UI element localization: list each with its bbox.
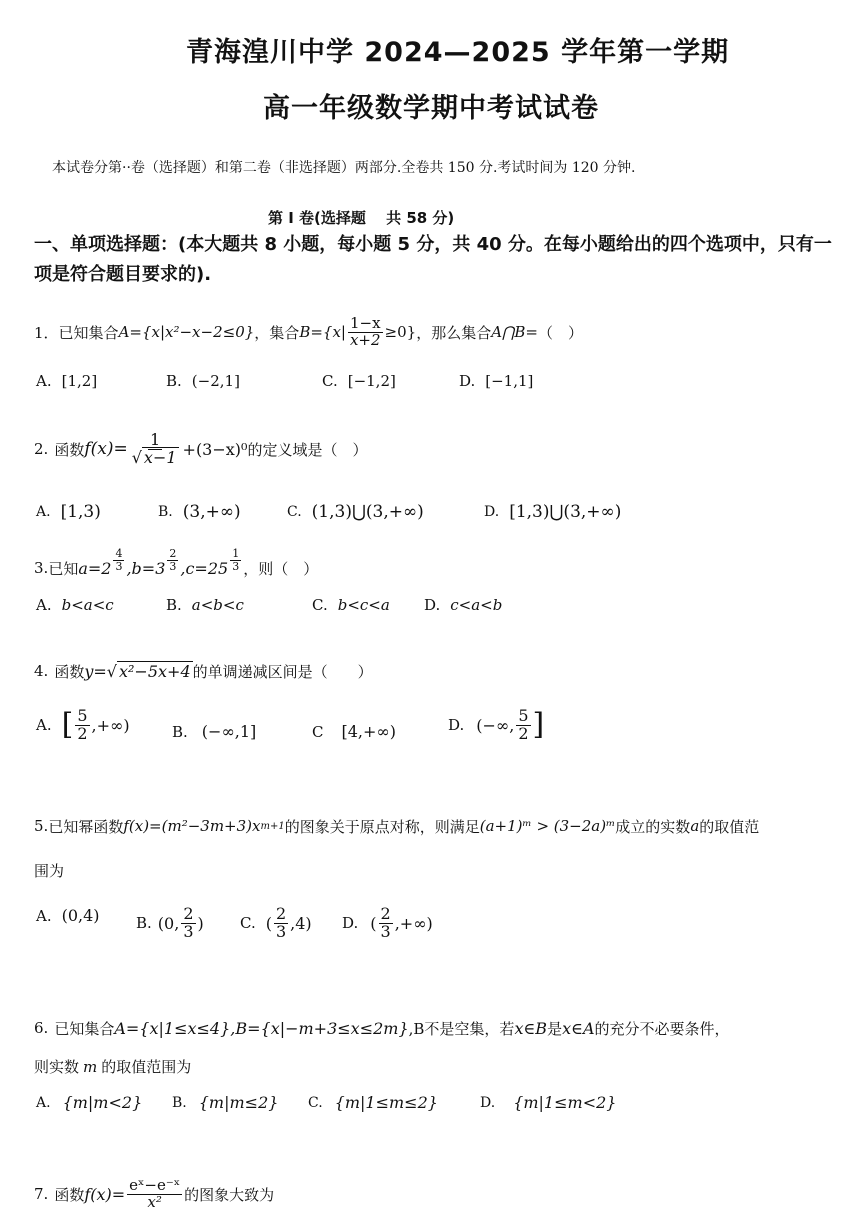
- q6-option-c: C. {m|1≤m≤2}: [308, 1093, 438, 1112]
- exam-title-line2: 高一年级数学期中考试试卷: [263, 93, 599, 124]
- q4-option-b: B. (−∞,1]: [172, 722, 257, 741]
- question-3: [34, 548, 318, 588]
- q1-set-b-post: ≥0}: [384, 323, 417, 341]
- q3-number: 3.: [34, 559, 49, 577]
- q2-option-b: B. (3,+∞): [158, 502, 241, 522]
- section-heading: 第 I 卷(选择题 共 58 分): [268, 209, 455, 227]
- q3-a-base: a=2: [78, 558, 112, 578]
- q2-stem-b: 的定义域是（ ）: [247, 440, 368, 459]
- q4-stem-a: 函数: [54, 662, 85, 681]
- q6-number: 6.: [34, 1019, 49, 1037]
- q5-option-a: A. (0,4): [36, 906, 100, 925]
- q7-stem-b: 的图象大致为: [184, 1185, 275, 1204]
- q3-a-exponent: $\frac{4}{3}$: [115, 547, 123, 573]
- q3-c-exponent: $\frac{1}{3}$: [232, 547, 240, 573]
- q5-line2: 围为: [34, 862, 65, 880]
- q5-option-d: D. ( $\frac{2}{3}$ ,+∞): [342, 904, 433, 941]
- q5-function-exponent: m+1: [260, 820, 285, 832]
- exam-intro: 本试卷分第··卷（选择题）和第二卷（非选择题）两部分.全卷共 150 分.考试时间为 120 分钟.: [52, 160, 636, 176]
- q5-stem-a: 已知幂函数: [48, 817, 124, 836]
- q1-stem-a: 已知集合: [58, 323, 119, 342]
- section-instructions: 一、单项选择题：(本大题共 8 小题，每小题 5 分，共 40 分。在每小题给出的四个选项中，只有一项是符合题目要求的).: [34, 234, 832, 285]
- question-2: [34, 424, 367, 474]
- q1-set-b-pre: B={x|: [299, 323, 346, 341]
- q5-function: f(x)=(m²−3m+3)x: [123, 817, 261, 835]
- q5-stem-d: 的取值范: [699, 817, 760, 836]
- q6-sets: A={x|1≤x≤4},B={x|−m+3≤x≤2m}: [114, 1018, 409, 1038]
- question-6: [34, 1014, 730, 1042]
- q2-number: 2.: [34, 440, 49, 458]
- q5-inequality: (a+1)ᵐ > (3−2a)ᵐ: [479, 817, 616, 835]
- q6-stem-d: 的充分不必要条件，: [594, 1019, 730, 1038]
- q3-option-a: A. b<a<c: [36, 596, 114, 614]
- q7-number: 7.: [34, 1185, 49, 1203]
- q1-stem-c: ，那么集合: [416, 323, 492, 342]
- q6-stem-a: 已知集合: [54, 1019, 115, 1038]
- q1-option-d: D. [−1,1]: [459, 372, 534, 390]
- q3-b-exponent: $\frac{2}{3}$: [169, 547, 177, 573]
- q2-function: f(x)=: [84, 439, 128, 459]
- q5-option-c: C. ( $\frac{2}{3}$ ,4): [240, 904, 312, 941]
- q2-tail: +(3−x)⁰: [182, 439, 248, 459]
- q3-b-base: ,b=3: [126, 558, 166, 578]
- question-4: [34, 656, 373, 686]
- q1-ask: A⋂B=: [491, 323, 538, 341]
- q6-condition-2: x∈A: [562, 1018, 595, 1038]
- q4-stem-b: 的单调递减区间是（ ）: [192, 662, 373, 681]
- question-1: [34, 314, 583, 350]
- q1-option-b: B. (−2,1]: [166, 372, 240, 390]
- q6-stem-b: ,B不是空集，若: [408, 1019, 515, 1038]
- q4-option-c: C [4,+∞): [312, 722, 396, 741]
- q1-option-a: A. [1,2]: [36, 372, 98, 390]
- q3-c-base: ,c=25: [180, 558, 229, 578]
- q7-stem-a: 函数: [54, 1185, 85, 1204]
- q5-stem-b: 的图象关于原点对称，则满足: [284, 817, 480, 836]
- q4-function: y=: [84, 661, 107, 681]
- q1-stem-b: ，集合: [254, 323, 300, 342]
- q1-number: 1．: [34, 323, 59, 342]
- q2-stem-a: 函数: [54, 440, 85, 459]
- exam-title-line1: 青海湟川中学 2024—2025 学年第一学期: [186, 37, 730, 68]
- q3-stem-a: 已知: [48, 559, 79, 578]
- question-5: [34, 812, 759, 840]
- q1-paren: （ ）: [537, 323, 583, 342]
- q4-option-d: D. (−∞, $\frac{5}{2}$ ]: [448, 706, 545, 743]
- q6-condition-1: x∈B: [514, 1018, 548, 1038]
- q3-option-d: D. c<a<b: [424, 596, 503, 614]
- q1-option-c: C. [−1,2]: [322, 372, 396, 390]
- q5-number: 5.: [34, 817, 49, 835]
- q3-stem-b: ，则（ ）: [243, 559, 319, 578]
- q2-option-d: D. [1,3)⋃(3,+∞): [484, 502, 622, 522]
- q6-option-a: A. {m|m<2}: [36, 1093, 143, 1112]
- q6-option-d: D. {m|1≤m<2}: [480, 1093, 617, 1112]
- q2-option-c: C. (1,3)⋃(3,+∞): [287, 502, 424, 522]
- q1-fraction: $\frac{1-x}{x+2}$: [349, 313, 381, 349]
- q4-number: 4.: [34, 662, 49, 680]
- q5-stem-c: 成立的实数: [615, 817, 691, 836]
- q6-stem-c: 是: [547, 1019, 563, 1038]
- q4-option-a: A. [ $\frac{5}{2}$ ,+∞): [36, 706, 130, 743]
- q2-option-a: A. [1,3): [36, 502, 101, 522]
- q1-set-a: A={x|x²−x−2≤0}: [118, 323, 255, 341]
- q3-option-c: C. b<c<a: [312, 596, 390, 614]
- question-7: [34, 1172, 274, 1216]
- q5-option-b: B. (0, $\frac{2}{3}$ ): [136, 904, 204, 941]
- q4-root: √ x²−5x+4: [106, 661, 191, 681]
- q7-function: f(x)=: [84, 1184, 126, 1204]
- q2-fraction: $\frac{1}{√ x-1}$: [131, 429, 177, 467]
- q6-option-b: B. {m|m≤2}: [172, 1093, 279, 1112]
- q7-fraction: $\frac{\text{eˣ−e⁻ˣ}}{\text{x²}}$: [129, 1175, 181, 1211]
- q6-line2: 则实数 m 的取值范围为: [34, 1057, 192, 1076]
- q3-option-b: B. a<b<c: [166, 596, 244, 614]
- q5-variable: a: [690, 817, 700, 835]
